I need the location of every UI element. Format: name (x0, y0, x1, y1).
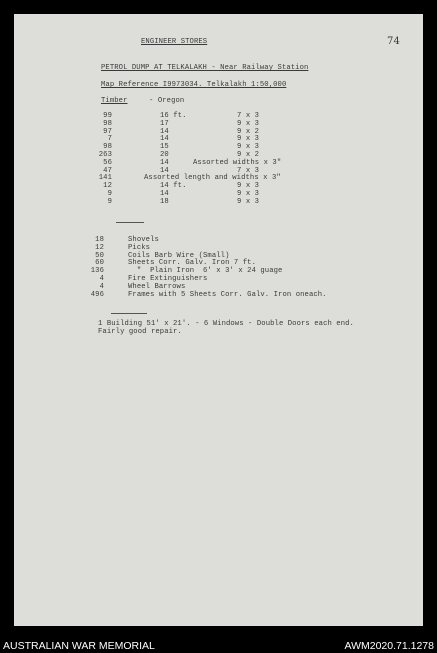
store-qty: 18 (95, 236, 104, 244)
timber-size: 9 x 3 (237, 182, 260, 191)
timber-qty: 56 (103, 158, 112, 167)
timber-size: 9 x 3 (237, 135, 260, 144)
timber-length: 14 ft. (160, 182, 187, 191)
timber-length: 14 (160, 166, 169, 175)
timber-qty: 9 (107, 190, 112, 198)
footer-reference: AWM2020.71.1278 (344, 640, 434, 652)
store-item: Shovels (128, 236, 159, 244)
timber-qty: 141 (98, 174, 112, 183)
timber-qty: 98 (103, 119, 112, 128)
timber-size: 7 x 3 (237, 166, 260, 175)
timber-size: 9 x 2 (237, 151, 260, 159)
timber-size: 9 x 3 (237, 143, 260, 152)
timber-length: 14 (160, 135, 169, 144)
timber-qty: 263 (98, 151, 112, 159)
section-divider (116, 222, 144, 223)
timber-qty: 7 (107, 135, 112, 144)
page-number: 74 (387, 36, 400, 47)
timber-length: 14 (160, 127, 169, 136)
store-item: Picks (128, 243, 151, 252)
timber-length: 14 (160, 190, 169, 198)
store-item: Coils Barb Wire (Small) (128, 251, 230, 260)
timber-length: 16 ft. (160, 112, 187, 120)
timber-size: 7 x 3 (237, 112, 260, 120)
store-item: Frames with 5 Sheets Corr. Galv. Iron oneach. (128, 290, 327, 299)
building-condition: Fairly good repair. (98, 328, 182, 336)
timber-length: 15 (160, 143, 169, 152)
timber-qty: 9 (107, 197, 112, 206)
timber-size: 9 x 2 (237, 127, 260, 136)
timber-qty: 98 (103, 143, 112, 152)
store-item: Fire Extinguishers (128, 275, 208, 283)
store-qty: 136 (90, 267, 104, 276)
document-title: ENGINEER STORES (141, 38, 208, 46)
timber-length: Assorted length and widths x 3" (144, 174, 281, 183)
timber-length: 17 (160, 119, 169, 128)
store-qty: 496 (90, 290, 104, 299)
timber-size: 9 x 3 (237, 190, 260, 198)
timber-size: 9 x 3 (237, 197, 260, 206)
timber-qty: 97 (103, 127, 112, 136)
document-subtitle: PETROL DUMP AT TELKALAKH - Near Railway Station (101, 64, 309, 72)
store-qty: 50 (95, 251, 104, 260)
timber-size: Assorted widths x 3" (193, 158, 282, 167)
store-qty: 4 (99, 275, 104, 283)
building-description: 1 Building 51' x 21'. - 6 Windows - Double Doors each end. (98, 320, 354, 328)
timber-qty: 47 (103, 166, 112, 175)
store-item: Wheel Barrows (128, 282, 186, 291)
store-item: " Plain Iron 6' x 3' x 24 guage (128, 267, 283, 276)
map-reference: Map Reference I9973034. Telkalakh 1:50,000 (101, 81, 287, 89)
archive-footer (0, 626, 437, 653)
store-qty: 60 (95, 259, 104, 268)
column-timber: Timber (101, 97, 128, 105)
timber-size: 9 x 3 (237, 119, 260, 128)
timber-length: 20 (160, 151, 169, 159)
timber-qty: 99 (103, 112, 112, 120)
store-qty: 4 (99, 282, 104, 291)
column-oregon: - Oregon (149, 97, 185, 105)
section-divider (111, 313, 147, 314)
footer-institution: AUSTRALIAN WAR MEMORIAL (3, 640, 155, 652)
timber-length: 14 (160, 158, 169, 167)
store-item: Sheets Corr. Galv. Iron 7 ft. (128, 259, 256, 268)
store-qty: 12 (95, 243, 104, 252)
timber-length: 18 (160, 197, 169, 206)
timber-qty: 12 (103, 182, 112, 191)
